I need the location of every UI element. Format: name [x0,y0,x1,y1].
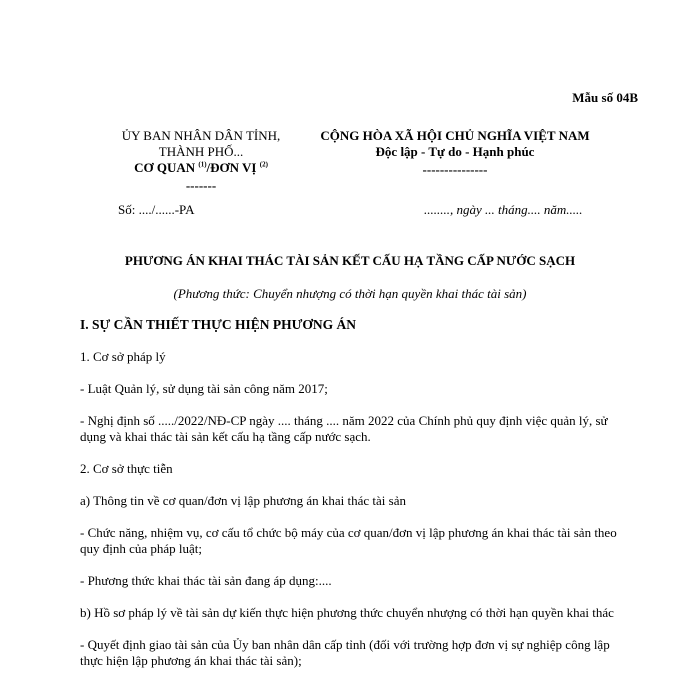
paragraph: 2. Cơ sở thực tiễn [80,461,173,476]
paragraph: a) Thông tin về cơ quan/đơn vị lập phương án khai thác tài sản [80,493,406,508]
national-name: CỘNG HÒA XÃ HỘI CHỦ NGHĨA VIỆT NAM [320,128,590,143]
unit-label: /ĐƠN VỊ [206,160,257,175]
paragraph: - Nghị định số ...../2022/NĐ-CP ngày .... tháng .... năm 2022 của Chính phủ quy định việc quản lý, sử dụng và khai thác tài sản kết cấu hạ tầng cấp nước sạch. [80,413,608,444]
agency-line-2: THÀNH PHỐ... [158,144,244,159]
agency-label: CƠ QUAN [134,160,196,175]
document-body [80,317,625,685]
agency-divider: ------- [185,178,217,193]
date-line: ........, ngày ... tháng.... năm..... [424,202,583,217]
form-number: Mẫu số 04B [572,90,638,105]
paragraph: - Quyết định giao tài sản của Ủy ban nhân dân cấp tỉnh (đối với trường hợp đơn vị sự nghiệp công lập thực hiện lập phương án khai thác tài sản); [80,637,610,668]
document-subtitle: (Phương thức: Chuyển nhượng có thời hạn quyền khai thác tài sản) [173,286,527,301]
national-motto: Độc lập - Tự do - Hạnh phúc [375,144,535,159]
paragraph: - Phương thức khai thác tài sản đang áp dụng:.... [80,573,332,588]
paragraph: - Chức năng, nhiệm vụ, cơ cấu tổ chức bộ máy của cơ quan/đơn vị lập phương án khai thác tài sản theo quy định của pháp luật; [80,525,617,556]
paragraph: 1. Cơ sở pháp lý [80,349,166,364]
document-title: PHƯƠNG ÁN KHAI THÁC TÀI SẢN KẾT CẤU HẠ TẦNG CẤP NƯỚC SẠCH [124,253,576,268]
national-header [280,128,630,178]
reference-number: Số: ..../......-PA [118,202,195,217]
paragraph: - Luật Quản lý, sử dụng tài sản công năm 2017; [80,381,328,396]
footnote-1: (1) [198,160,207,169]
section-heading: I. SỰ CẦN THIẾT THỰC HIỆN PHƯƠNG ÁN [80,317,357,332]
footnote-2: (2) [259,160,268,169]
agency-line-1: ỦY BAN NHÂN DÂN TỈNH, [121,128,281,143]
national-divider: --------------- [422,162,488,177]
paragraph: b) Hồ sơ pháp lý về tài sản dự kiến thực hiện phương thức chuyển nhượng có thời hạn quyền khai thác [80,605,614,620]
